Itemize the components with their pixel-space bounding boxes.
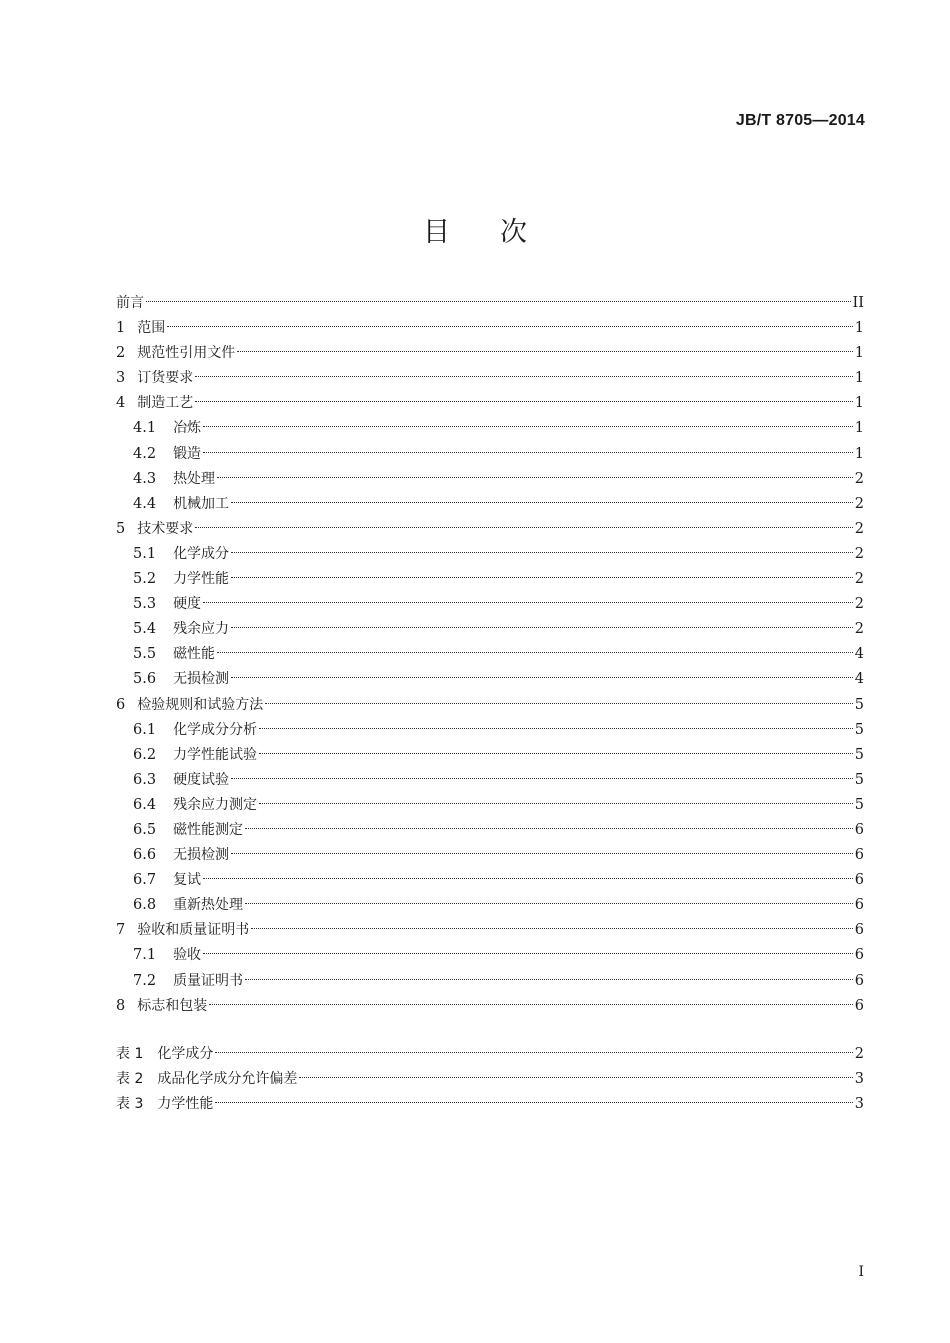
- dot-leader: [231, 627, 853, 628]
- dot-leader: [259, 803, 853, 804]
- dot-leader: [259, 728, 853, 729]
- entry-label: 重新热处理: [173, 897, 244, 914]
- dot-leader: [203, 953, 853, 954]
- entry-label: 硬度试验: [173, 771, 230, 788]
- page-number: I: [858, 1264, 864, 1280]
- toc-entry[interactable]: [116, 768, 864, 793]
- entry-page: 5: [854, 721, 864, 738]
- toc-entry[interactable]: [116, 567, 864, 592]
- toc-entry[interactable]: [116, 542, 864, 567]
- entry-page: 2: [854, 495, 864, 512]
- entry-number: 4.4: [133, 495, 157, 512]
- entry-label: 力学性能: [157, 1096, 214, 1113]
- entry-number: 8: [116, 997, 126, 1014]
- entry-page: 2: [854, 545, 864, 562]
- entry-page: 1: [854, 395, 864, 412]
- entry-page: 4: [854, 646, 864, 663]
- toc-entry[interactable]: [116, 341, 864, 366]
- toc-entry[interactable]: [116, 893, 864, 918]
- standard-code: JB/T 8705—2014: [735, 112, 865, 129]
- entry-label: 冶炼: [173, 420, 202, 437]
- entry-label: 力学性能: [173, 571, 230, 588]
- dot-leader: [209, 1004, 853, 1005]
- entry-label: 范围: [137, 320, 166, 337]
- entry-page: 1: [854, 445, 864, 462]
- entry-page: 6: [854, 897, 864, 914]
- toc-entry[interactable]: [116, 994, 864, 1019]
- entry-number: 2: [116, 345, 126, 362]
- entry-page: 2: [854, 621, 864, 638]
- toc-entry[interactable]: [116, 818, 864, 843]
- entry-label: 检验规则和试验方法: [137, 696, 264, 713]
- dot-leader: [231, 502, 853, 503]
- toc-entry[interactable]: [116, 693, 864, 718]
- dot-leader: [245, 828, 853, 829]
- entry-page: 6: [854, 997, 864, 1014]
- entry-page: 2: [854, 1046, 864, 1062]
- entry-label: 磁性能测定: [173, 821, 244, 838]
- dot-leader: [215, 1052, 852, 1053]
- toc-entry[interactable]: [116, 617, 864, 642]
- toc-entry[interactable]: [116, 1067, 864, 1092]
- dot-leader: [231, 677, 853, 678]
- dot-leader: [299, 1077, 852, 1078]
- entry-page: 6: [854, 847, 864, 864]
- entry-page: 1: [854, 370, 864, 387]
- entry-number: 6.5: [133, 821, 157, 838]
- entry-page: 6: [854, 972, 864, 989]
- entry-label: 无损检测: [173, 671, 230, 688]
- toc-entry[interactable]: [116, 743, 864, 768]
- entry-number: 5.4: [133, 621, 157, 638]
- entry-label: 力学性能试验: [173, 746, 258, 763]
- entry-page: 2: [854, 596, 864, 613]
- entry-label: 化学成分: [173, 545, 230, 562]
- entry-page: 4: [854, 671, 864, 688]
- entry-page: 1: [854, 345, 864, 362]
- dot-leader: [245, 979, 853, 980]
- dot-leader: [146, 301, 851, 302]
- toc-entry[interactable]: [116, 316, 864, 341]
- entry-page: 1: [854, 320, 864, 337]
- entry-number: 5.2: [133, 571, 157, 588]
- dot-leader: [237, 351, 853, 352]
- toc-entry[interactable]: [116, 843, 864, 868]
- entry-number: 5: [116, 520, 126, 537]
- entry-label: 化学成分分析: [173, 721, 258, 738]
- entry-label: 前言: [116, 295, 144, 311]
- entry-label: 磁性能: [173, 646, 216, 663]
- dot-leader: [231, 853, 853, 854]
- dot-leader: [245, 903, 853, 904]
- dot-leader: [259, 753, 853, 754]
- entry-page: 5: [854, 771, 864, 788]
- dot-leader: [215, 1102, 852, 1103]
- toc-entry[interactable]: [116, 467, 864, 492]
- toc-entry[interactable]: [116, 918, 864, 943]
- entry-number: 1: [116, 320, 126, 337]
- entry-number: 6.4: [133, 796, 157, 813]
- toc-entry[interactable]: [116, 793, 864, 818]
- entry-label: 残余应力测定: [173, 796, 258, 813]
- entry-label: 锻造: [173, 445, 202, 462]
- toc-entry[interactable]: [116, 1092, 864, 1117]
- entry-number: 7.2: [133, 972, 157, 989]
- entry-number: 4.1: [133, 420, 157, 437]
- entry-label: 残余应力: [173, 621, 230, 638]
- entry-page: 6: [854, 922, 864, 939]
- entry-label: 复试: [173, 872, 202, 889]
- toc-entry[interactable]: [116, 442, 864, 467]
- list-of-tables: [116, 1042, 864, 1117]
- entry-label: 验收和质量证明书: [137, 922, 250, 939]
- dot-leader: [217, 652, 853, 653]
- dot-leader: [203, 426, 853, 427]
- dot-leader: [231, 778, 853, 779]
- entry-page: 5: [854, 796, 864, 813]
- toc-entry[interactable]: [116, 718, 864, 743]
- entry-label: 硬度: [173, 596, 202, 613]
- entry-page: 2: [854, 470, 864, 487]
- dot-leader: [217, 477, 853, 478]
- dot-leader: [195, 376, 853, 377]
- entry-page: 3: [854, 1096, 864, 1113]
- entry-number: 表 1: [116, 1046, 144, 1062]
- entry-number: 6.3: [133, 771, 157, 788]
- entry-number: 5.5: [133, 646, 157, 663]
- page-title: 目次: [423, 217, 577, 248]
- dot-leader: [203, 602, 853, 603]
- toc-entry[interactable]: [116, 1042, 864, 1067]
- toc-entry[interactable]: [116, 969, 864, 994]
- entry-label: 热处理: [173, 470, 216, 487]
- entry-number: 7.1: [133, 947, 157, 964]
- dot-leader: [251, 928, 853, 929]
- entry-number: 6: [116, 696, 126, 713]
- entry-number: 6.6: [133, 847, 157, 864]
- entry-number: 4.2: [133, 445, 157, 462]
- entry-label: 成品化学成分允许偏差: [157, 1071, 298, 1088]
- entry-number: 6.8: [133, 897, 157, 914]
- toc-entry[interactable]: [116, 492, 864, 517]
- entry-number: 5.1: [133, 545, 157, 562]
- entry-page: 6: [854, 947, 864, 964]
- entry-label: 规范性引用文件: [137, 345, 236, 362]
- toc-entry[interactable]: [116, 667, 864, 692]
- dot-leader: [203, 878, 853, 879]
- entry-page: 6: [854, 821, 864, 838]
- entry-label: 订货要求: [137, 370, 194, 387]
- dot-leader: [231, 577, 853, 578]
- entry-label: 制造工艺: [137, 395, 194, 412]
- entry-page: 3: [854, 1071, 864, 1088]
- toc-entry[interactable]: [116, 291, 864, 316]
- entry-page: 6: [854, 872, 864, 889]
- entry-number: 5.3: [133, 596, 157, 613]
- entry-number: 表 2: [116, 1071, 144, 1088]
- entry-number: 6.1: [133, 721, 157, 738]
- entry-number: 6.2: [133, 746, 157, 763]
- toc-entry[interactable]: [116, 642, 864, 667]
- dot-leader: [195, 401, 853, 402]
- table-of-contents: [116, 291, 864, 1019]
- entry-page: II: [852, 295, 864, 311]
- dot-leader: [195, 527, 853, 528]
- entry-number: 7: [116, 922, 126, 939]
- entry-number: 4.3: [133, 470, 157, 487]
- entry-number: 表 3: [116, 1096, 144, 1113]
- entry-label: 技术要求: [137, 520, 194, 537]
- entry-number: 4: [116, 395, 126, 412]
- toc-entry[interactable]: [116, 943, 864, 968]
- dot-leader: [231, 552, 853, 553]
- toc-entry[interactable]: [116, 517, 864, 542]
- entry-page: 5: [854, 746, 864, 763]
- entry-page: 2: [854, 520, 864, 537]
- entry-number: 6.7: [133, 872, 157, 889]
- entry-label: 验收: [173, 947, 202, 964]
- entry-number: 3: [116, 370, 126, 387]
- dot-leader: [265, 703, 853, 704]
- entry-label: 无损检测: [173, 847, 230, 864]
- entry-page: 1: [854, 420, 864, 437]
- entry-label: 机械加工: [173, 495, 230, 512]
- toc-entry[interactable]: [116, 592, 864, 617]
- dot-leader: [203, 452, 853, 453]
- toc-entry[interactable]: [116, 416, 864, 441]
- entry-page: 2: [854, 571, 864, 588]
- entry-label: 标志和包装: [137, 997, 208, 1014]
- toc-entry[interactable]: [116, 391, 864, 416]
- entry-label: 质量证明书: [173, 972, 244, 989]
- entry-number: 5.6: [133, 671, 157, 688]
- toc-entry[interactable]: [116, 366, 864, 391]
- entry-page: 5: [854, 696, 864, 713]
- toc-entry[interactable]: [116, 868, 864, 893]
- entry-label: 化学成分: [157, 1046, 214, 1062]
- dot-leader: [167, 326, 853, 327]
